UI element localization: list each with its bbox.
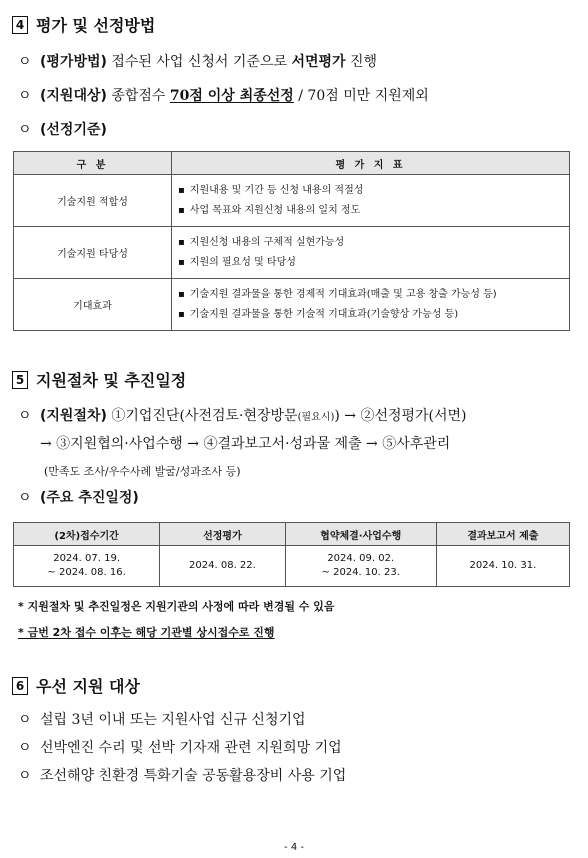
section-5-number: 5 (12, 371, 28, 389)
section-6-number: 6 (12, 677, 28, 695)
schedule-cell: 2024. 10. 31. (436, 546, 569, 587)
priority-item: ㅇ 설립 3년 이내 또는 지원사업 신규 신청기업 (18, 712, 306, 728)
schedule-note: * 지원절차 및 추진일정은 지원기관의 사정에 따라 변경될 수 있음 (18, 600, 335, 613)
page-number: - 4 - (284, 842, 304, 853)
schedule-header: 결과보고서 제출 (436, 523, 569, 546)
criteria-category: 기술지원 타당성 (14, 227, 172, 279)
criteria-category: 기대효과 (14, 279, 172, 331)
procedure-line-3: (만족도 조사/우수사례 발굴/성과조사 등) (44, 465, 241, 478)
criteria-item: ▪ 기술지원 결과물을 통한 경제적 기대효과(매출 및 고용 창출 가능성 등) (178, 285, 563, 305)
criteria-header-indicator: 평 가 지 표 (172, 152, 570, 175)
criteria-header-row (14, 152, 570, 175)
section-4-title: 평가 및 선정방법 (36, 16, 156, 35)
section-5-title: 지원절차 및 추진일정 (36, 371, 187, 390)
schedule-header: (2차)접수기간 (14, 523, 160, 546)
eval-method-bullet: ㅇ (평가방법) 접수된 사업 신청서 기준으로 서면평가 진행 (18, 54, 378, 70)
criteria-item: ▪ 기술지원 결과물을 통한 기술적 기대효과(기술향상 가능성 등) (178, 305, 563, 325)
schedule-table (13, 522, 570, 587)
section-4-number: 4 (12, 16, 28, 34)
table-row (14, 546, 570, 587)
criteria-item: ▪ 지원내용 및 기간 등 신청 내용의 적절성 (178, 181, 563, 201)
criteria-bullet: ㅇ (선정기준) (18, 122, 107, 138)
criteria-item: ▪ 사업 목표와 지원신청 내용의 일치 정도 (178, 201, 563, 221)
schedule-cell: 2024. 07. 19. ~ 2024. 08. 16. (14, 546, 160, 587)
eval-method-label: (평가방법) (40, 54, 107, 70)
table-row (14, 279, 570, 331)
support-target-label: (지원대상) (40, 88, 107, 104)
priority-item: ㅇ 선박엔진 수리 및 선박 기자재 관련 지원희망 기업 (18, 740, 342, 756)
schedule-header: 협약체결·사업수행 (285, 523, 436, 546)
schedule-cell: 2024. 09. 02. ~ 2024. 10. 23. (285, 546, 436, 587)
procedure-label: (지원절차) (40, 408, 107, 424)
procedure-line-2: → ③지원협의·사업수행 → ④결과보고서·성과물 제출 → ⑤사후관리 (40, 436, 451, 452)
section-6-heading (12, 674, 140, 697)
criteria-header-category: 구 분 (14, 152, 172, 175)
criteria-item: ▪ 지원신청 내용의 구체적 실현가능성 (178, 233, 563, 253)
criteria-table (13, 151, 570, 331)
schedule-bullet: ㅇ (주요 추진일정) (18, 490, 139, 506)
schedule-note: * 금번 2차 접수 이후는 해당 기관별 상시접수로 진행 (18, 626, 275, 639)
priority-item: ㅇ 조선해양 친환경 특화기술 공동활용장비 사용 기업 (18, 768, 347, 784)
section-6-title: 우선 지원 대상 (36, 677, 140, 696)
schedule-header: 선정평가 (160, 523, 285, 546)
schedule-header-row (14, 523, 570, 546)
criteria-category: 기술지원 적합성 (14, 175, 172, 227)
criteria-label: (선정기준) (40, 122, 107, 138)
section-5-heading (12, 368, 186, 391)
procedure-bullet: ㅇ (지원절차) ①기업진단(사전검토·현장방문(필요시)) → ②선정평가(서면) (18, 408, 467, 424)
section-4-heading (12, 13, 155, 36)
table-row (14, 227, 570, 279)
table-row (14, 175, 570, 227)
criteria-item: ▪ 지원의 필요성 및 타당성 (178, 253, 563, 273)
support-target-bullet: ㅇ (지원대상) 종합점수 70점 이상 최종선정 / 70점 미만 지원제외 (18, 88, 429, 104)
schedule-label: (주요 추진일정) (40, 490, 139, 506)
schedule-cell: 2024. 08. 22. (160, 546, 285, 587)
